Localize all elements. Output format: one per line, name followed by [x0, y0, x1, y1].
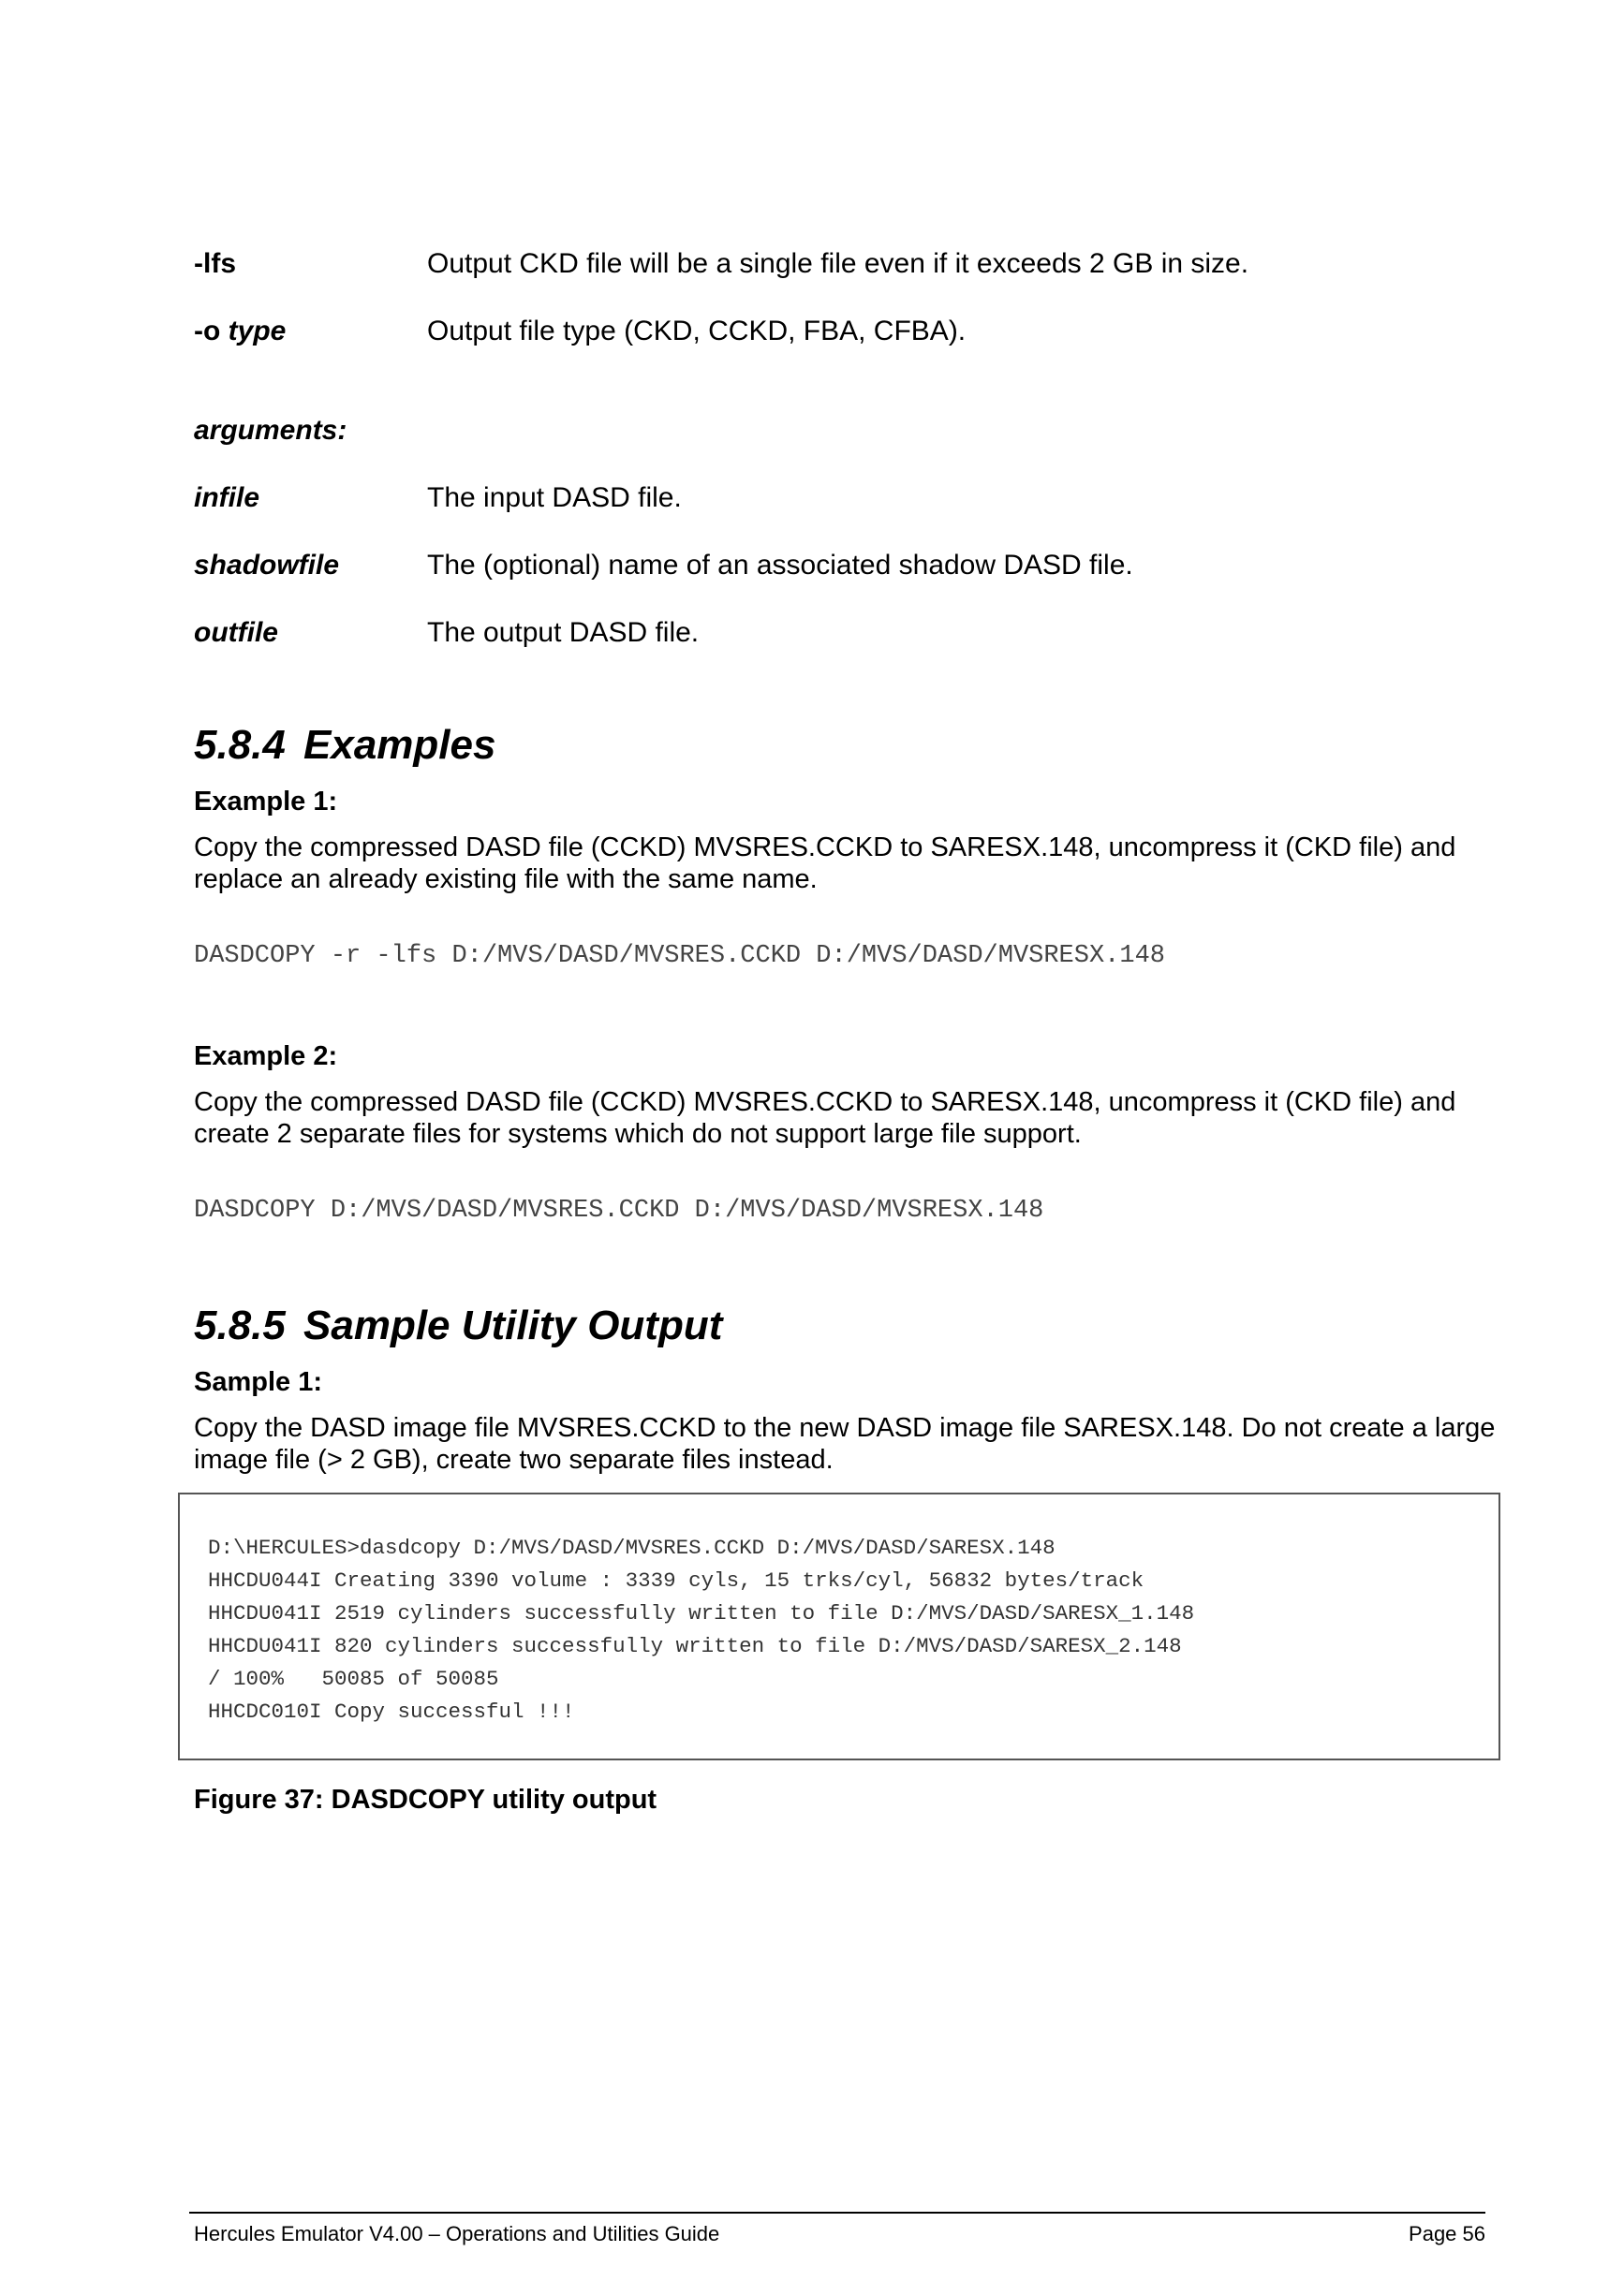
- example-1-text: Copy the compressed DASD file (CCKD) MVSRES.CCKD to SARESX.148, uncompress it (CKD file) and replace an already existing file with the same name.: [194, 832, 1456, 894]
- argument-name: infile: [194, 482, 260, 513]
- footer-title: Hercules Emulator V4.00 – Operations and Utilities Guide: [194, 2222, 720, 2245]
- section-heading-sample-output: [194, 1302, 722, 1350]
- option-lfs-row: [194, 247, 236, 281]
- section-number: 5.8.4: [194, 722, 286, 768]
- argument-description: The output DASD file.: [427, 617, 700, 648]
- figure-caption: Figure 37: DASDCOPY utility output: [194, 1785, 657, 1815]
- section-title: Sample Utility Output: [303, 1303, 723, 1348]
- sample-1-heading: Sample 1:: [194, 1367, 322, 1397]
- argument-description: The input DASD file.: [427, 482, 682, 513]
- example-2-command: DASDCOPY D:/MVS/DASD/MVSRES.CCKD D:/MVS/DASD/MVSRESX.148: [194, 1197, 1044, 1225]
- output-line: / 100% 50085 of 50085: [208, 1667, 499, 1691]
- output-line: HHCDU041I 2519 cylinders successfully written to file D:/MVS/DASD/SARESX_1.148: [208, 1601, 1195, 1626]
- option-o-row: [194, 315, 286, 348]
- section-heading-examples: [194, 721, 495, 770]
- arguments-heading: arguments:: [194, 415, 347, 446]
- option-o-description: Output file type (CKD, CCKD, FBA, CFBA).: [427, 316, 967, 346]
- footer-divider: [189, 2212, 1485, 2214]
- argument-description: The (optional) name of an associated shadow DASD file.: [427, 550, 1133, 581]
- output-line: HHCDC010I Copy successful !!!: [208, 1700, 575, 1724]
- option-lfs-description: Output CKD file will be a single file even if it exceeds 2 GB in size.: [427, 248, 1249, 279]
- example-1-heading: Example 1:: [194, 787, 338, 817]
- sample-1-text: Copy the DASD image file MVSRES.CCKD to the new DASD image file SARESX.148. Do not create a large image file (> 2 GB), create two separate files instead.: [194, 1413, 1496, 1475]
- section-number: 5.8.5: [194, 1303, 286, 1348]
- argument-name: shadowfile: [194, 550, 340, 581]
- output-line: HHCDU041I 820 cylinders successfully written to file D:/MVS/DASD/SARESX_2.148: [208, 1634, 1182, 1658]
- output-line: D:\HERCULES>dasdcopy D:/MVS/DASD/MVSRES.CCKD D:/MVS/DASD/SARESX.148: [208, 1536, 1056, 1560]
- option-flag: -lfs: [194, 248, 236, 279]
- utility-output-box: [178, 1493, 1500, 1760]
- example-2-heading: Example 2:: [194, 1041, 338, 1071]
- option-param: type: [228, 316, 287, 346]
- output-line: HHCDU044I Creating 3390 volume : 3339 cyls, 15 trks/cyl, 56832 bytes/track: [208, 1568, 1144, 1593]
- example-2-text: Copy the compressed DASD file (CCKD) MVSRES.CCKD to SARESX.148, uncompress it (CKD file) and create 2 separate files for systems which do not support large file support.: [194, 1087, 1456, 1149]
- page-number: Page 56: [1409, 2222, 1485, 2245]
- argument-name: outfile: [194, 617, 278, 648]
- option-flag: -o: [194, 316, 229, 346]
- section-title: Examples: [303, 722, 496, 768]
- example-1-command: DASDCOPY -r -lfs D:/MVS/DASD/MVSRES.CCKD D:/MVS/DASD/MVSRESX.148: [194, 942, 1165, 970]
